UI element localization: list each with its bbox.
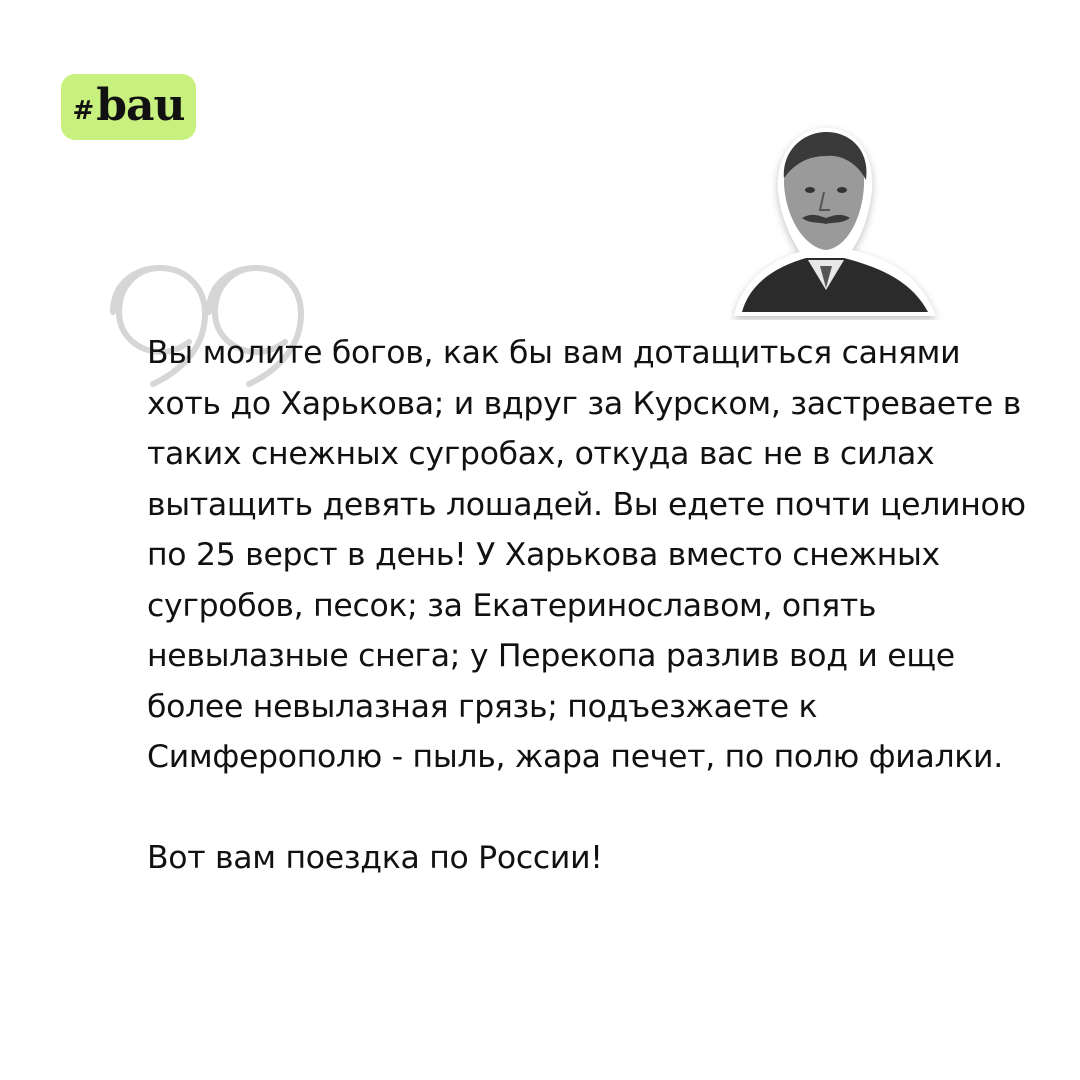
quote-closing: Вот вам поездка по России! — [147, 839, 603, 876]
quote-block — [147, 328, 1027, 883]
quote-paragraph: Вы молите богов, как бы вам дотащиться санями хоть до Харькова; и вдруг за Курском, застреваете в таких снежных сугробах, откуда вас не в силах вытащить девять лошадей. Вы едете почти целиною по 25 верст в день! У Харькова вместо снежных сугробов, песок; за Екатеринославом, опять невылазные снега; у Перекопа разлив вод и еще более невылазная грязь; подъезжаете к Симферополю - пыль, жара печет, по полю фиалки. — [147, 335, 1026, 775]
portrait-engraving-icon — [722, 120, 952, 320]
logo-word: bau — [96, 79, 185, 131]
logo-hash: # — [72, 96, 95, 126]
brand-logo — [61, 74, 196, 140]
